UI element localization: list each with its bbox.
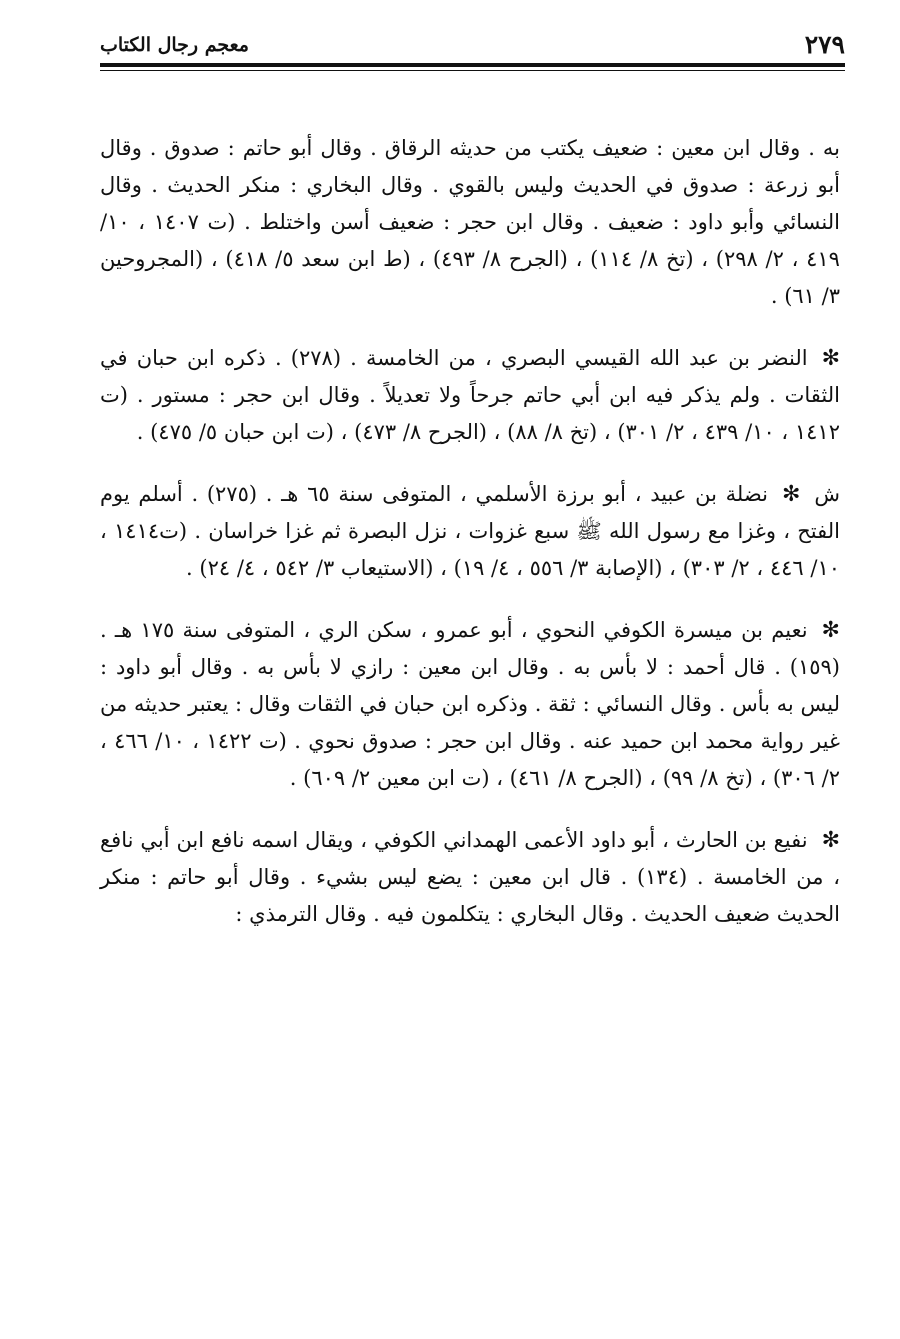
asterism-icon: ✻ [781,482,801,507]
entry-marker: ش [814,482,841,506]
entry-text: به . وقال ابن معين : ضعيف يكتب من حديثه الرقاق . وقال أبو حاتم : صدوق . وقال أبو زرعة : صدوق في الحديث وليس بالقوي . وقال البخاري : منكر الحديث . وقال النسائي وأبو داود : ضعيف . وقال ابن حجر : ضعيف أسن واختلط . (ت ١٤٠٧ ، ١٠/ ٤١٩ ، ٢/ ٢٩٨) ، (تخ ٨/ ١١٤) ، (الجرح ٨/ ٤٩٣) ، (ط ابن سعد ٥/ ٤١٨) ، (المجروحين ٣/ ٦١) . [100,136,840,308]
entry-paragraph [100,612,840,797]
header-rule-thick [100,63,845,67]
entry-paragraph [100,340,840,451]
header-rule-thin [100,70,845,71]
entry-paragraph [100,822,840,933]
page-header [100,30,845,60]
entry-text: نعيم بن ميسرة الكوفي النحوي ، أبو عمرو ، سكن الري ، المتوفى سنة ١٧٥ هـ . (١٥٩) . قال أحمد : لا بأس به . وقال ابن معين : رازي لا بأس به . وقال أبو داود : ليس به بأس . وقال النسائي : ثقة . وذكره ابن حبان في الثقات وقال : يعتبر حديثه من غير رواية محمد ابن حميد عنه . وقال ابن حجر : صدوق نحوي . (ت ١٤٢٢ ، ١٠/ ٤٦٦ ، ٢/ ٣٠٦) ، (تخ ٨/ ٩٩) ، (الجرح ٨/ ٤٦١) ، (ت ابن معين ٢/ ٦٠٩) . [100,618,840,790]
entry-text: نفيع بن الحارث ، أبو داود الأعمى الهمداني الكوفي ، ويقال اسمه نافع ابن أبي نافع ، من الخامسة . (١٣٤) . قال ابن معين : يضع ليس بشيء . وقال أبو حاتم : منكر الحديث ضعيف الحديث . وقال البخاري : يتكلمون فيه . وقال الترمذي : [100,828,840,926]
entry-text: النضر بن عبد الله القيسي البصري ، من الخامسة . (٢٧٨) . ذكره ابن حبان في الثقات . ولم يذكر فيه ابن أبي حاتم جرحاً ولا تعديلاً . وقال ابن حجر : مستور . (ت ١٤١٢ ، ١٠/ ٤٣٩ ، ٢/ ٣٠١) ، (تخ ٨/ ٨٨) ، (الجرح ٨/ ٤٧٣) ، (ت ابن حبان ٥/ ٤٧٥) . [100,346,840,444]
asterism-icon: ✻ [821,346,840,371]
page-number: ٢٧٩ [804,30,845,59]
entry-text: نضلة بن عبيد ، أبو برزة الأسلمي ، المتوفى سنة ٦٥ هـ . (٢٧٥) . أسلم يوم الفتح ، وغزا مع رسول الله ﷺ سبع غزوات ، نزل البصرة ثم غزا خراسان . (ت١٤١٤ ، ١٠/ ٤٤٦ ، ٢/ ٣٠٣) ، (الإصابة ٣/ ٥٥٦ ، ٤/ ١٩) ، (الاستيعاب ٣/ ٥٤٢ ، ٤/ ٢٤) . [100,482,840,580]
asterism-icon: ✻ [821,828,840,853]
book-title: معجم رجال الكتاب [100,34,249,56]
entry-paragraph [100,130,840,315]
entry-paragraph [100,476,840,587]
asterism-icon: ✻ [821,618,840,643]
page-body [100,130,840,958]
